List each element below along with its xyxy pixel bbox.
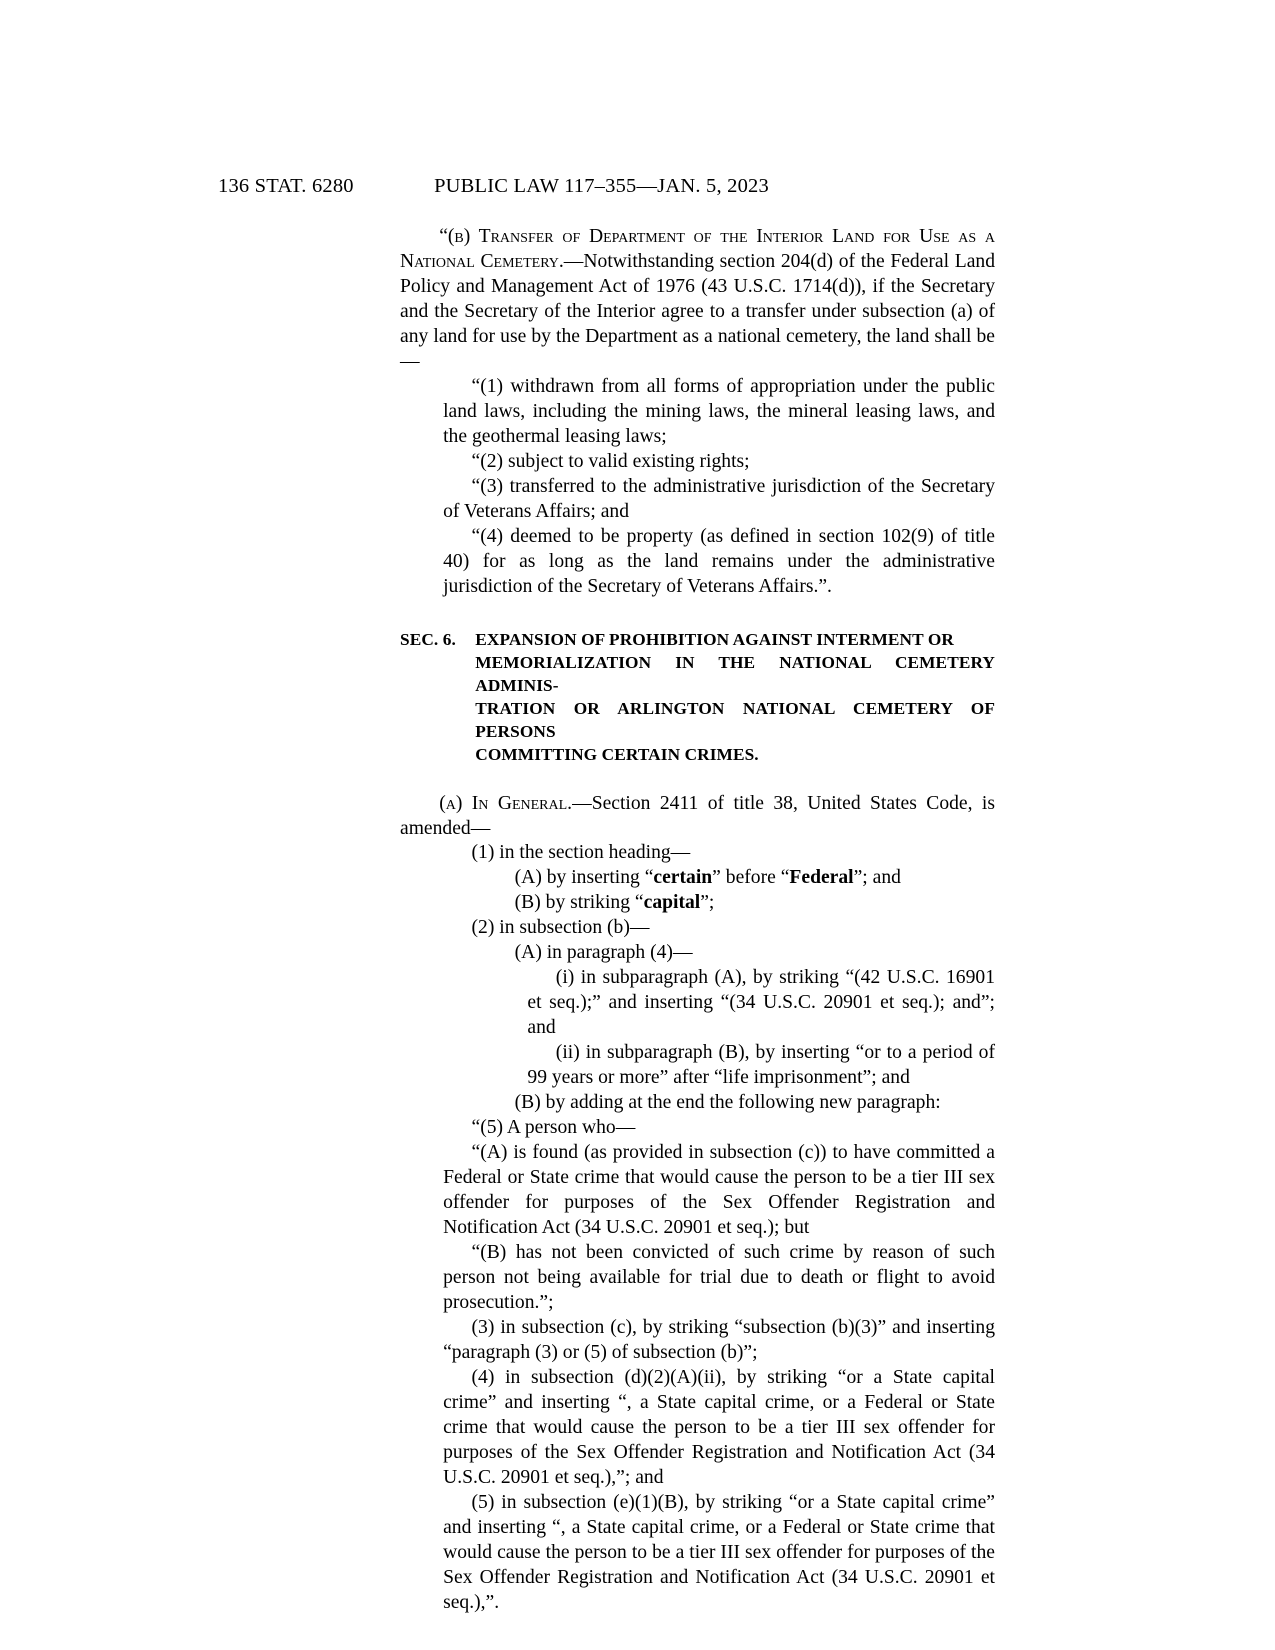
subsection-a [400,792,995,842]
amend-1B-bold-capital: capital [643,892,701,914]
public-law-citation: PUBLIC LAW 117–355—JAN. 5, 2023 [434,175,769,197]
paragraph-b-item-2: “(2) subject to valid existing rights; [471,450,750,472]
amend-1A-post: ”; and [853,867,901,889]
paragraph-b-item-1: “(1) withdrawn from all forms of appropriation under the public land laws, including the mining laws, the mineral leasing laws, and the geothermal leasing laws; [443,375,995,447]
section-title-line-1: EXPANSION OF PROHIBITION AGAINST INTERMENT OR [475,629,954,649]
section-6-heading [400,628,995,766]
amend-1B-pre: (B) by striking “ [514,892,644,914]
amendment-item-3: (3) in subsection (c), by striking “subsection (b)(3)” and inserting “paragraph (3) or (5) of subsection (b)”; [443,1316,995,1363]
amend-1A-bold-federal: Federal [789,867,854,889]
amend-1A-pre: (A) by inserting “ [514,867,654,889]
new-paragraph-5-A: “(A) is found (as provided in subsection (c)) to have committed a Federal or State crime that would cause the person to be a tier III sex offender for purposes of the Sex Offender Registration and Notification Act (34 U.S.C. 20901 et seq.); but [443,1142,995,1238]
amendment-item-1-B [486,891,995,916]
paragraph-b-item-3: “(3) transferred to the administrative jurisdiction of the Secretary of Veterans Affairs; and [443,475,995,522]
section-number: SEC. 6. [400,629,456,649]
amendment-item-2-A-i: (i) in subparagraph (A), by striking “(42 U.S.C. 16901 et seq.);” and inserting “(34 U.S.C. 20901 et seq.); and”; and [527,967,995,1039]
section-title-line-4: COMMITTING CERTAIN CRIMES. [475,744,759,764]
amendment-item-2-A-ii: (ii) in subparagraph (B), by inserting “or to a period of 99 years or more” after “life imprisonment”; and [527,1042,995,1089]
amendment-item-1: (1) in the section heading— [471,842,691,864]
paragraph-b-text: —Notwithstanding section 204(d) of the Federal Land Policy and Management Act of 1976 (43 U.S.C. 1714(d)), if the Secretary and the Secretary of the Interior agree to a transfer under subsection (a) of any land for use by the Department as a national cemetery, the land shall be— [400,250,995,372]
document-body [400,225,995,1616]
amendment-item-2-B: (B) by adding at the end the following new paragraph: [514,1092,941,1114]
new-paragraph-5: “(5) A person who— [471,1117,636,1139]
subsection-a-text: —Section 2411 of title 38, United States Code, is amended— [400,792,996,839]
amend-1B-post: ”; [700,892,715,914]
amend-1A-bold-certain: certain [653,867,713,889]
paragraph-b-item-4: “(4) deemed to be property (as defined in section 102(9) of title 40) for as long as the land remains under the administrative jurisdiction of the Secretary of Veterans Affairs.”. [443,525,995,597]
subsection-a-heading: (a) In General. [439,792,573,814]
section-title-line-2: MEMORIALIZATION IN THE NATIONAL CEMETERY ADMINIS- [475,652,995,695]
statute-citation: 136 STAT. 6280 [218,175,354,197]
section-title [475,628,995,766]
amendment-item-1-A [486,866,995,891]
amend-1A-mid: ” before “ [712,867,790,889]
amendment-item-5: (5) in subsection (e)(1)(B), by striking “or a State capital crime” and inserting “, a State capital crime, or a Federal or State crime that would cause the person to be a tier III sex offender for purposes of the Sex Offender Registration and Notification Act (34 U.S.C. 20901 et seq.),”. [443,1491,995,1613]
paragraph-b-heading: “(b) Transfer of Department of the Interior Land for Use as a National Cemetery. [400,226,995,272]
page-header [218,175,1008,198]
paragraph-b [400,225,995,375]
amendment-item-2: (2) in subsection (b)— [471,917,650,939]
amendment-item-4: (4) in subsection (d)(2)(A)(ii), by striking “or a State capital crime” and inserting “, a State capital crime, or a Federal or State crime that would cause the person to be a tier III sex offender for purposes of the Sex Offender Registration and Notification Act (34 U.S.C. 20901 et seq.),”; and [443,1366,995,1488]
amendment-item-2-A: (A) in paragraph (4)— [514,942,693,964]
section-title-line-3: TRATION OR ARLINGTON NATIONAL CEMETERY OF PERSONS [475,698,995,741]
new-paragraph-5-B: “(B) has not been convicted of such crime by reason of such person not being available for trial due to death or flight to avoid prosecution.”; [443,1241,995,1313]
